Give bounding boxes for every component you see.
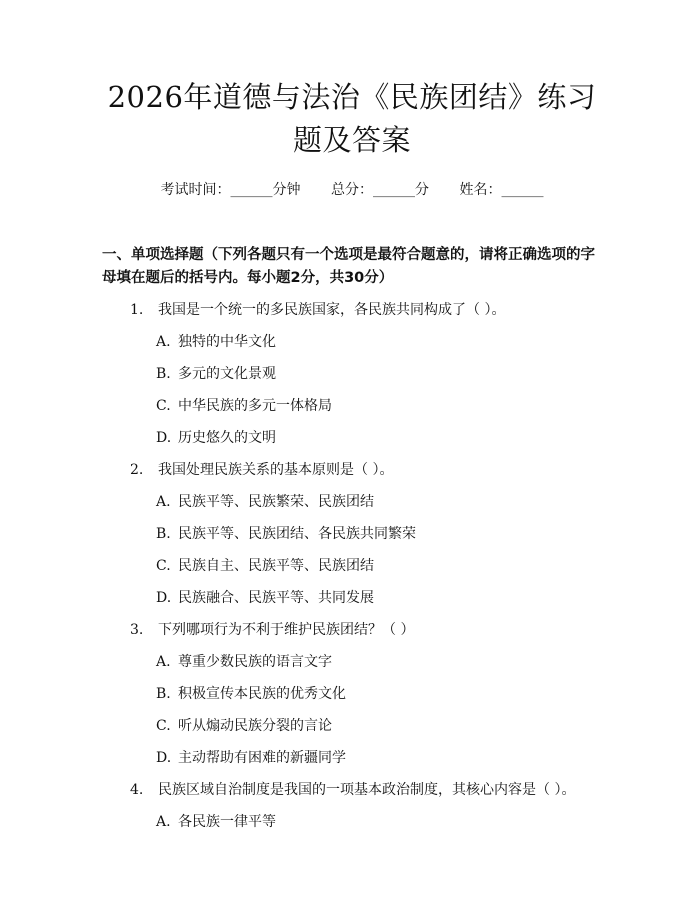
option-list bbox=[104, 812, 600, 832]
option-a bbox=[104, 492, 600, 512]
option-text: 民族自主、民族平等、民族团结 bbox=[178, 558, 374, 574]
question-number: 3. bbox=[130, 622, 144, 638]
total-score-label: 总分： bbox=[331, 182, 373, 198]
option-text: 民族平等、民族繁荣、民族团结 bbox=[178, 494, 374, 510]
exam-time-unit: 分钟 bbox=[272, 182, 301, 198]
total-score-blank: ______ bbox=[373, 182, 415, 198]
option-key: A. bbox=[156, 814, 171, 830]
exam-time-label: 考试时间： bbox=[160, 182, 231, 198]
option-key: C. bbox=[156, 718, 171, 734]
option-key: D. bbox=[156, 430, 172, 446]
question-stem bbox=[104, 300, 600, 320]
option-d bbox=[104, 428, 600, 448]
option-text: 民族平等、民族团结、各民族共同繁荣 bbox=[178, 526, 416, 542]
question-3 bbox=[104, 620, 600, 768]
option-text: 积极宣传本民族的优秀文化 bbox=[178, 686, 346, 702]
option-b bbox=[104, 364, 600, 384]
option-text: 中华民族的多元一体格局 bbox=[178, 398, 332, 414]
option-d bbox=[104, 748, 600, 768]
option-text: 独特的中华文化 bbox=[178, 334, 276, 350]
option-c bbox=[104, 396, 600, 416]
question-text: 我国处理民族关系的基本原则是（ ）。 bbox=[158, 462, 394, 478]
option-key: B. bbox=[156, 366, 171, 382]
question-4 bbox=[104, 780, 600, 832]
option-a bbox=[104, 812, 600, 832]
option-key: A. bbox=[156, 494, 171, 510]
option-key: C. bbox=[156, 398, 171, 414]
document-title: 2026年道德与法治《民族团结》练习题及答案 bbox=[107, 80, 597, 157]
question-number: 1. bbox=[130, 302, 144, 318]
option-key: B. bbox=[156, 686, 171, 702]
question-number: 4. bbox=[130, 782, 144, 798]
option-key: D. bbox=[156, 750, 172, 766]
exam-time-blank: ______ bbox=[230, 182, 273, 198]
option-key: B. bbox=[156, 526, 171, 542]
question-text: 我国是一个统一的多民族国家，各民族共同构成了（ ）。 bbox=[158, 302, 506, 318]
question-text: 下列哪项行为不利于维护民族团结？（ ） bbox=[158, 622, 415, 638]
question-stem bbox=[104, 780, 600, 800]
name-blank: ______ bbox=[501, 182, 544, 198]
option-key: D. bbox=[156, 590, 172, 606]
section-heading-single-choice: 一、单项选择题（下列各题只有一个选项是最符合题意的，请将正确选项的字母填在题后的括号内。每小题2分，共30分） bbox=[102, 247, 595, 286]
option-a bbox=[104, 332, 600, 352]
name-label: 姓名： bbox=[459, 182, 502, 198]
option-c bbox=[104, 556, 600, 576]
option-b bbox=[104, 524, 600, 544]
question-list bbox=[104, 300, 600, 832]
option-text: 历史悠久的文明 bbox=[178, 430, 276, 446]
question-text: 民族区域自治制度是我国的一项基本政治制度，其核心内容是（ ）。 bbox=[158, 782, 576, 798]
option-text: 听从煽动民族分裂的言论 bbox=[178, 718, 332, 734]
option-a bbox=[104, 652, 600, 672]
name-field bbox=[459, 180, 543, 200]
option-list bbox=[104, 492, 600, 608]
total-score-field bbox=[331, 180, 429, 200]
option-key: C. bbox=[156, 558, 171, 574]
question-stem bbox=[104, 620, 600, 640]
option-b bbox=[104, 684, 600, 704]
exam-time-field bbox=[161, 180, 301, 200]
option-text: 民族融合、民族平等、共同发展 bbox=[178, 590, 374, 606]
option-key: A. bbox=[156, 334, 171, 350]
option-list bbox=[104, 332, 600, 448]
question-1 bbox=[104, 300, 600, 448]
option-list bbox=[104, 652, 600, 768]
question-number: 2. bbox=[130, 462, 144, 478]
option-c bbox=[104, 716, 600, 736]
option-text: 多元的文化景观 bbox=[178, 366, 276, 382]
option-text: 各民族一律平等 bbox=[178, 814, 276, 830]
question-stem bbox=[104, 460, 600, 480]
question-2 bbox=[104, 460, 600, 608]
total-score-unit: 分 bbox=[415, 182, 429, 198]
option-d bbox=[104, 588, 600, 608]
option-key: A. bbox=[156, 654, 171, 670]
option-text: 尊重少数民族的语言文字 bbox=[178, 654, 332, 670]
option-text: 主动帮助有困难的新疆同学 bbox=[178, 750, 346, 766]
exam-info-line bbox=[104, 180, 600, 200]
